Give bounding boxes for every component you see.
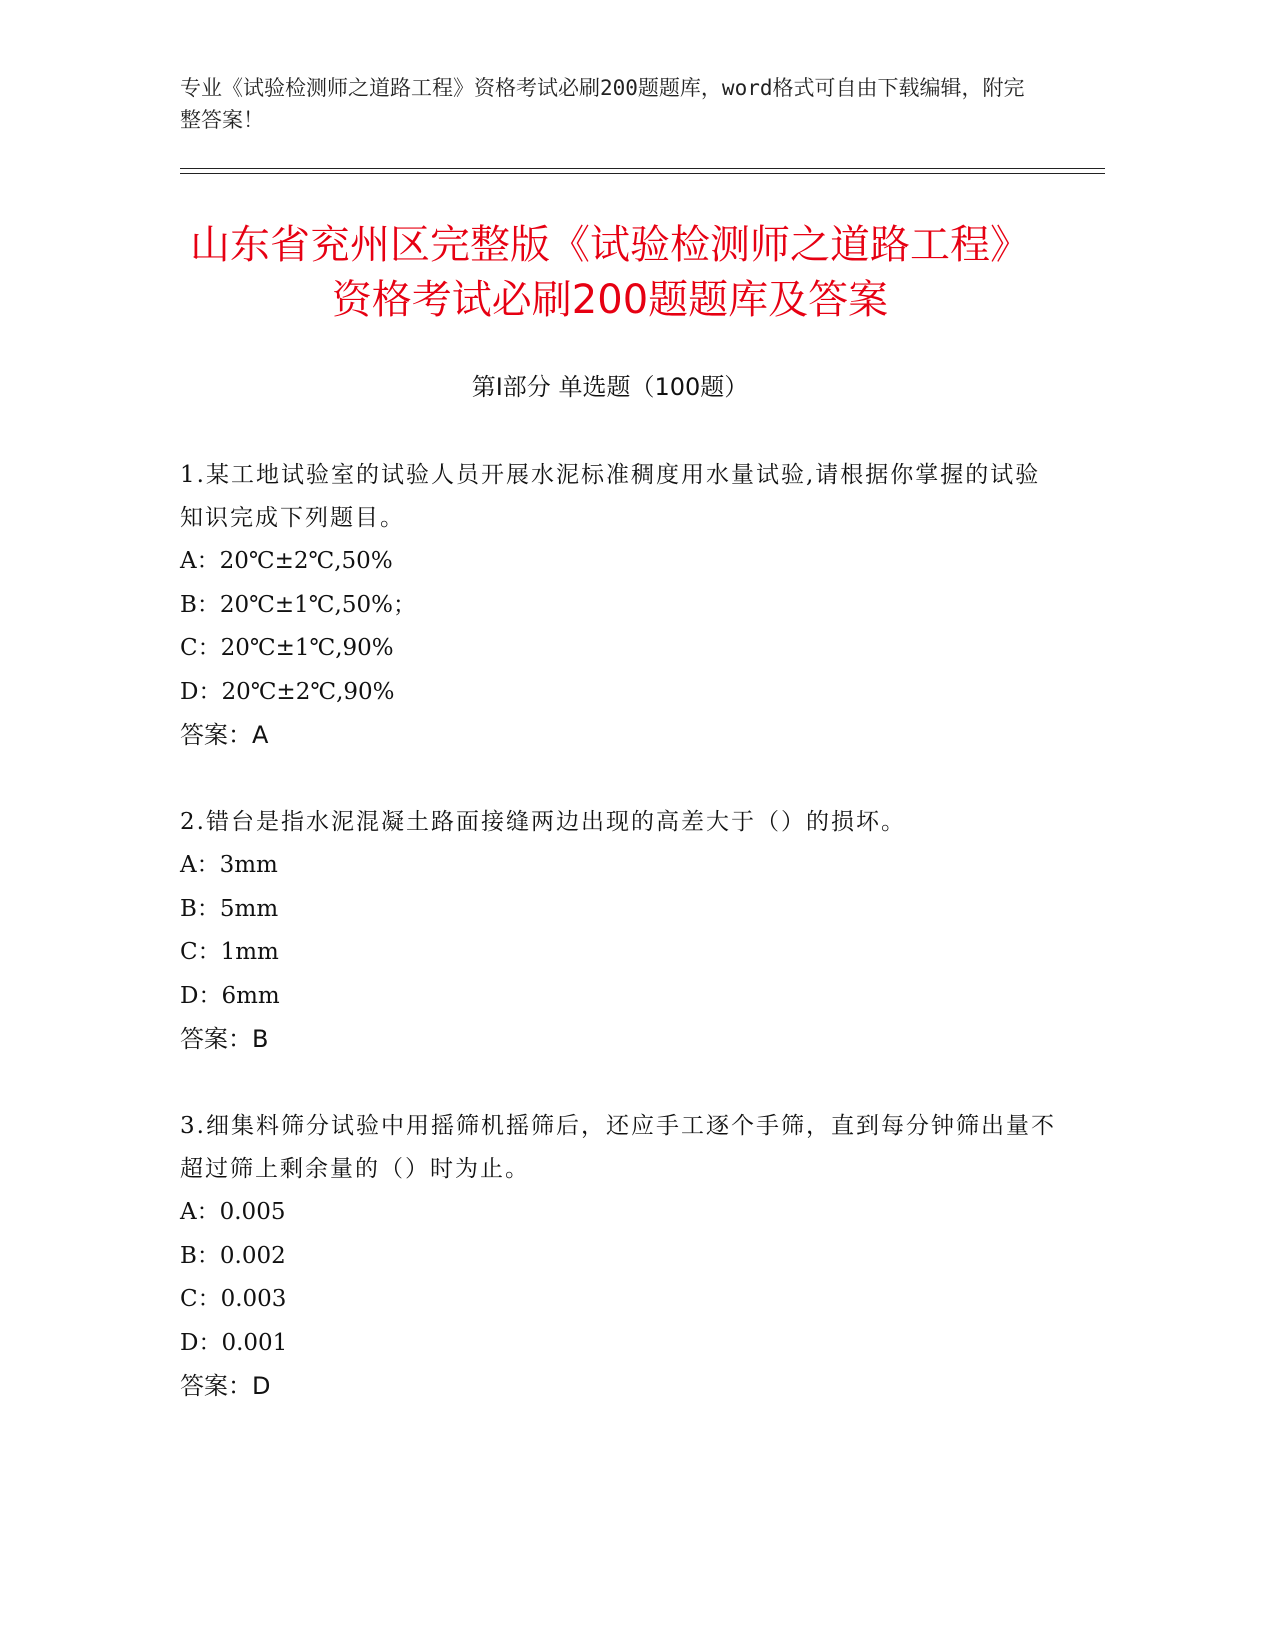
option-b: B：20℃±1℃,50%；	[180, 591, 416, 618]
question-text: 3.细集料筛分试验中用摇筛机摇筛后，还应手工逐个手筛，直到每分钟筛出量不超过筛上剩余量的（）时为止。	[180, 1113, 1056, 1182]
question-list	[180, 454, 1060, 1408]
option-d: D：6mm	[180, 982, 280, 1009]
option-c: C：20℃±1℃,90%	[180, 635, 394, 661]
question-1	[180, 454, 1060, 757]
option-b: B：0.002	[180, 1242, 286, 1269]
option-c: C：0.003	[180, 1286, 287, 1312]
answer: 答案：D	[180, 1372, 271, 1400]
option-a: A：20℃±2℃,50%	[180, 548, 393, 574]
document-title: 山东省兖州区完整版《试验检测师之道路工程》资格考试必刷200题题库及答案	[190, 222, 1030, 323]
question-text: 2.错台是指水泥混凝土路面接缝两边出现的高差大于（）的损坏。	[180, 809, 906, 835]
option-d: D：20℃±2℃,90%	[180, 678, 395, 705]
option-a: A：3mm	[180, 852, 278, 878]
option-d: D：0.001	[180, 1329, 288, 1356]
answer: 答案：A	[180, 721, 269, 749]
question-3	[180, 1105, 1060, 1408]
header-divider-bottom	[180, 173, 1105, 174]
option-b: B：5mm	[180, 895, 279, 922]
header-divider-top	[180, 168, 1105, 169]
header-note: 专业《试验检测师之道路工程》资格考试必刷200题题库，word格式可自由下载编辑，附完整答案！	[180, 76, 1025, 132]
question-text: 1.某工地试验室的试验人员开展水泥标准稠度用水量试验,请根据你掌握的试验知识完成下列题目。	[180, 462, 1041, 531]
option-a: A：0.005	[180, 1199, 286, 1225]
section-title: 第Ⅰ部分 单选题（100题）	[471, 373, 749, 401]
option-c: C：1mm	[180, 939, 279, 965]
answer: 答案：B	[180, 1025, 269, 1053]
question-2	[180, 801, 1060, 1061]
